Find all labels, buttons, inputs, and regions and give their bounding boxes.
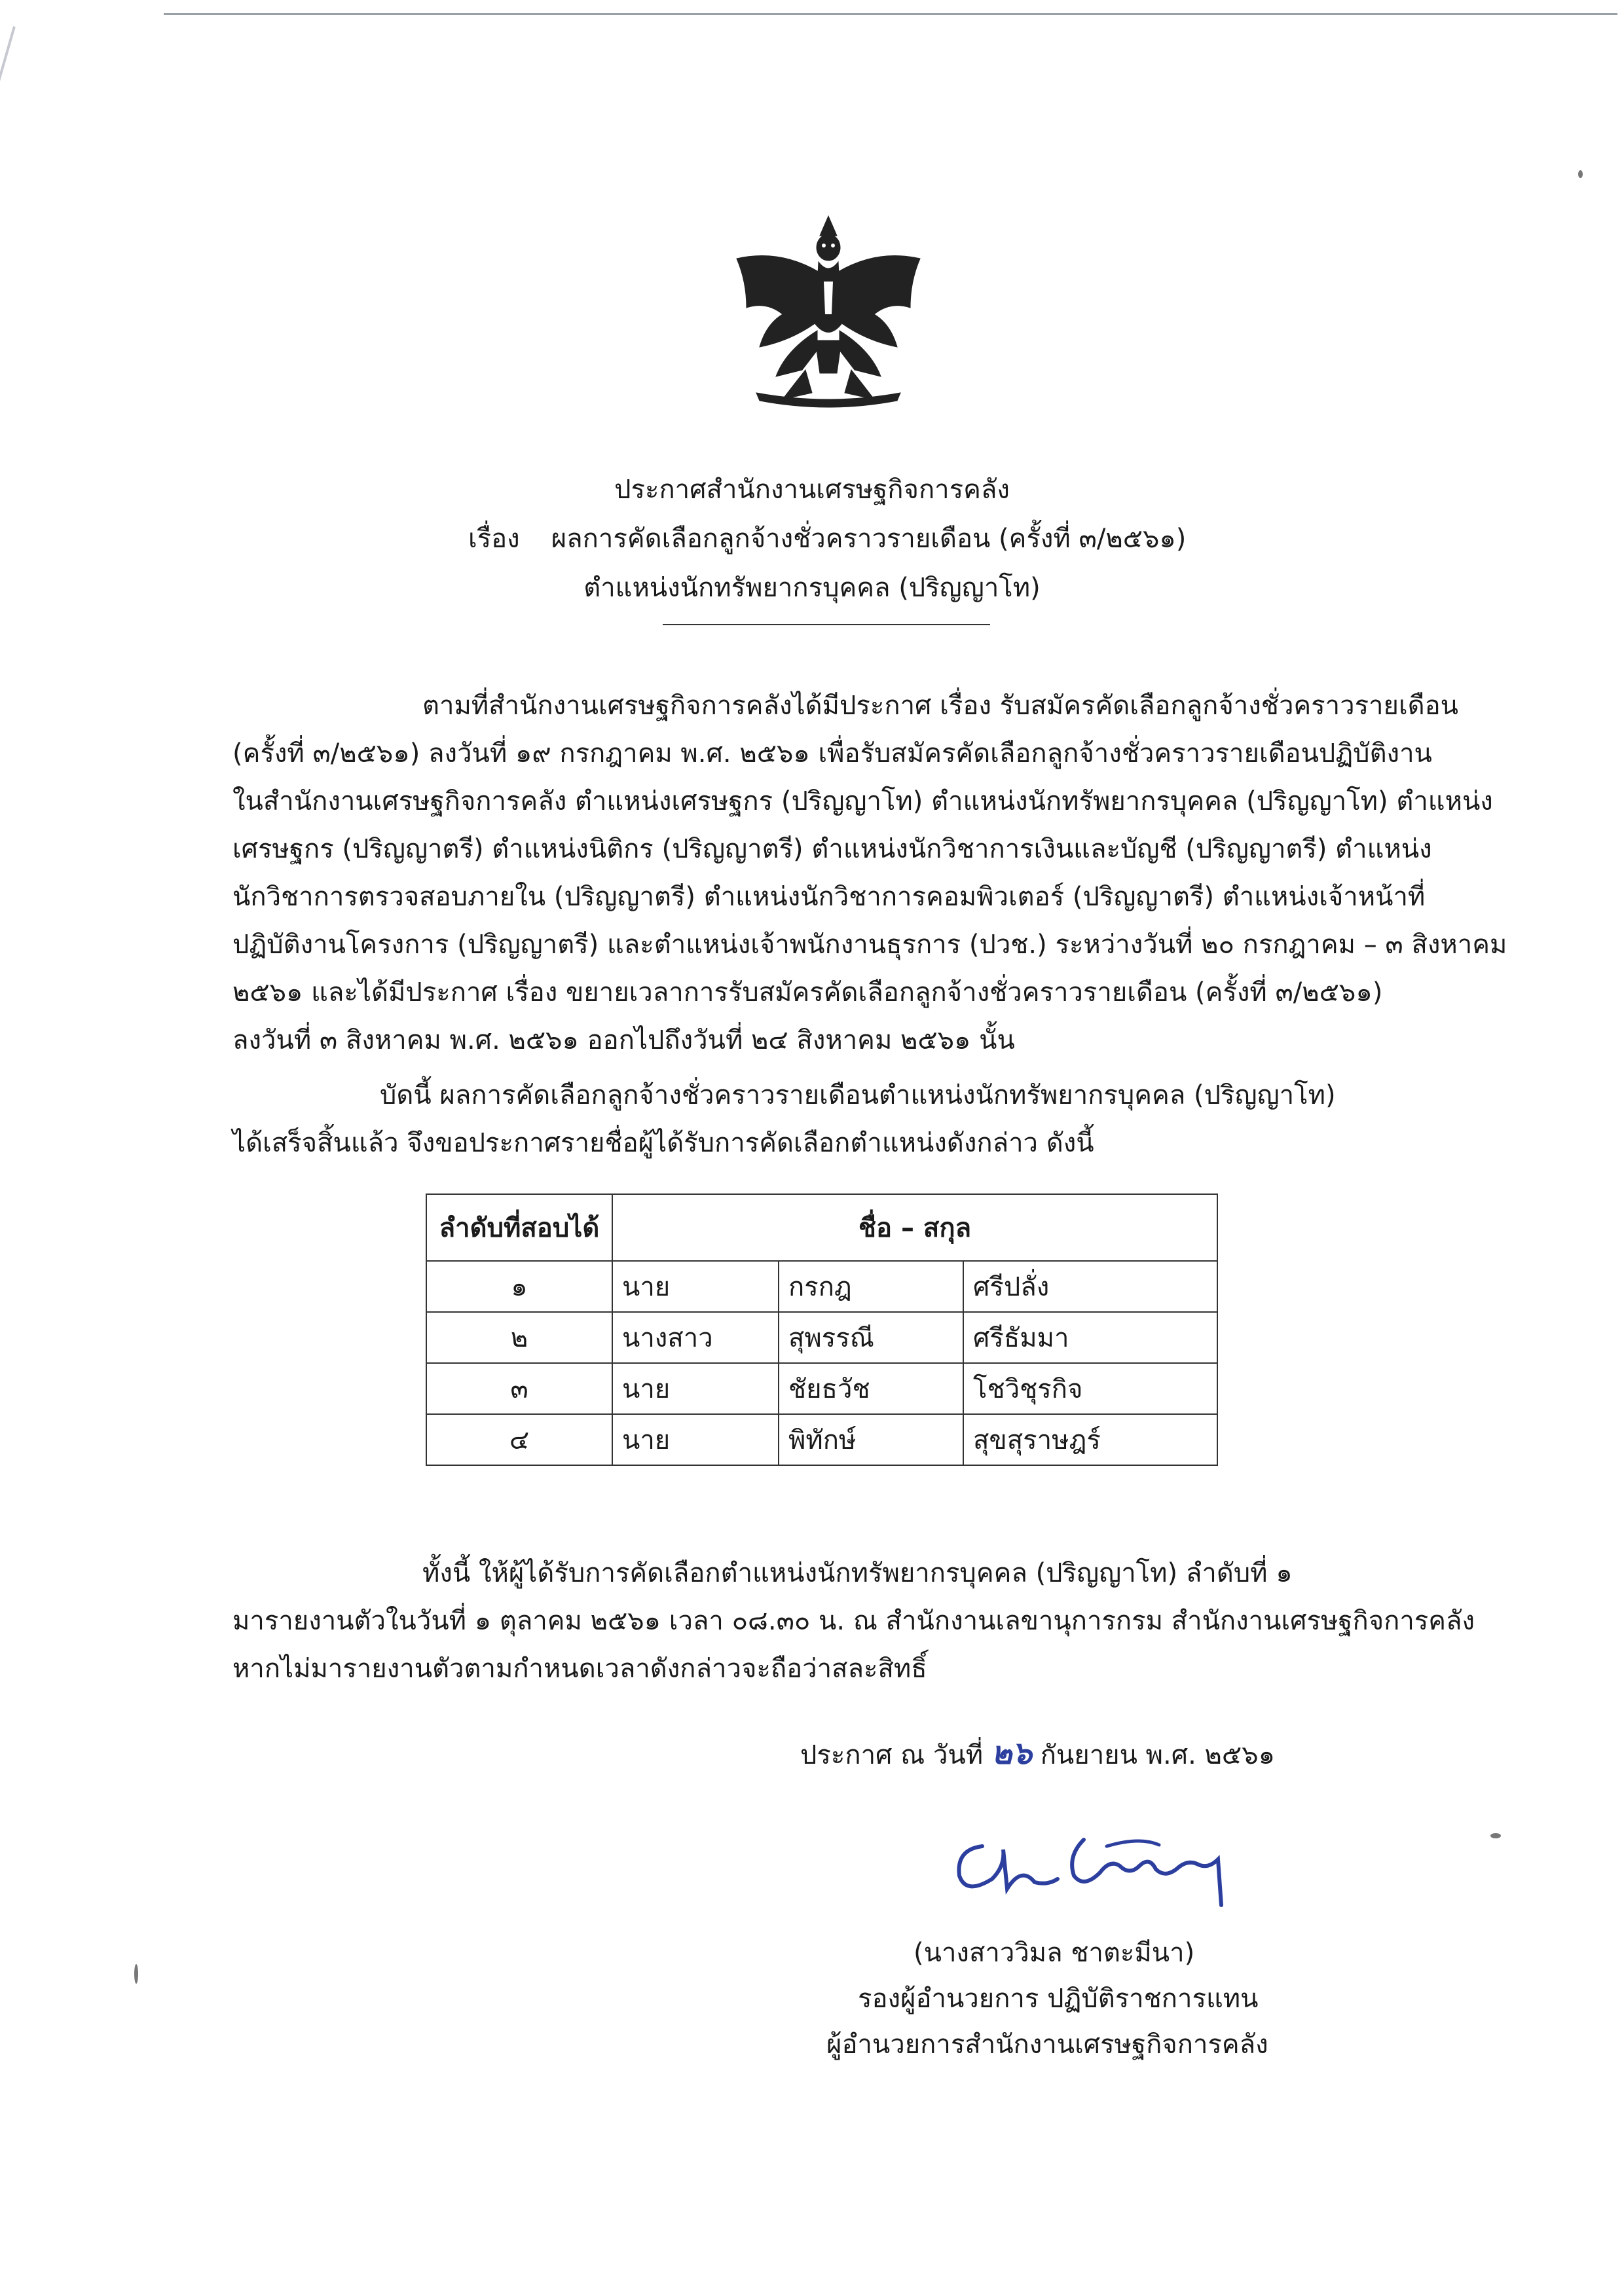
scan-speck xyxy=(1490,1833,1501,1838)
announcement-subject-line xyxy=(468,517,1186,559)
rank-cell: ๑ xyxy=(426,1261,612,1312)
first-name-cell: กรกฎ xyxy=(779,1261,963,1312)
scan-speck xyxy=(134,1964,138,1984)
title-cell: นางสาว xyxy=(612,1312,779,1363)
last-name-cell: ศรีปลั่ง xyxy=(963,1261,1217,1312)
table-header-row xyxy=(426,1194,1217,1261)
paragraph-line: ทั้งนี้ ให้ผู้ได้รับการคัดเลือกตำแหน่งนักทรัพยากรบุคคล (ปริญญาโท) ลำดับที่ ๑ xyxy=(422,1558,1293,1588)
last-name-cell: สุขสุราษฎร์ xyxy=(963,1414,1217,1465)
scan-speck xyxy=(1578,170,1583,178)
position-title: ตำแหน่งนักทรัพยากรบุคคล (ปริญญาโท) xyxy=(583,573,1041,603)
rank-cell: ๓ xyxy=(426,1363,612,1414)
selection-results-table xyxy=(426,1194,1218,1466)
signature-icon xyxy=(943,1820,1244,1918)
date-prefix: ประกาศ ณ วันที่ xyxy=(800,1740,984,1770)
paragraph-line: ตามที่สำนักงานเศรษฐกิจการคลังได้มีประกาศ เรื่อง รับสมัครคัดเลือกลูกจ้างชั่วคราวรายเดือน xyxy=(422,691,1458,721)
subject-text: ผลการคัดเลือกลูกจ้างชั่วคราวรายเดือน (ครั้งที่ ๓/๒๕๖๑) xyxy=(551,524,1187,554)
table-row xyxy=(426,1312,1217,1363)
title-cell: นาย xyxy=(612,1261,779,1312)
first-name-cell: พิทักษ์ xyxy=(779,1414,963,1465)
garuda-emblem-icon xyxy=(720,210,936,426)
signatory-position-2: ผู้อำนวยการสำนักงานเศรษฐกิจการคลัง xyxy=(826,2030,1268,2060)
date-day-handwritten: ๒๖ xyxy=(991,1735,1032,1772)
announcement-title: ประกาศสำนักงานเศรษฐกิจการคลัง xyxy=(614,475,1010,505)
signatory-position-1: รองผู้อำนวยการ ปฏิบัติราชการแทน xyxy=(858,1984,1259,2014)
title-cell: นาย xyxy=(612,1414,779,1465)
rank-cell: ๒ xyxy=(426,1312,612,1363)
rank-column-header: ลำดับที่สอบได้ xyxy=(426,1194,612,1261)
paragraph-line: มารายงานตัวในวันที่ ๑ ตุลาคม ๒๕๖๑ เวลา ๐๘.๓๐ น. ณ สำนักงานเลขานุการกรม สำนักงานเศรษฐกิจการคลัง xyxy=(232,1606,1475,1636)
date-suffix: กันยายน พ.ศ. ๒๕๖๑ xyxy=(1040,1740,1275,1770)
paragraph-line: ปฏิบัติงานโครงการ (ปริญญาตรี) และตำแหน่งเจ้าพนักงานธุรการ (ปวช.) ระหว่างวันที่ ๒๐ กรกฎาคม – ๓ สิงหาคม xyxy=(232,930,1507,960)
scan-edge-top xyxy=(164,13,1617,15)
paragraph-line: บัดนี้ ผลการคัดเลือกลูกจ้างชั่วคราวรายเดือนตำแหน่งนักทรัพยากรบุคคล (ปริญญาโท) xyxy=(380,1080,1336,1110)
paragraph-line: หากไม่มารายงานตัวตามกำหนดเวลาดังกล่าวจะถือว่าสละสิทธิ์ xyxy=(232,1654,927,1684)
last-name-cell: โชวิชุรกิจ xyxy=(963,1363,1217,1414)
subject-label: เรื่อง xyxy=(468,524,520,554)
scan-edge-diagonal xyxy=(0,26,16,379)
paragraph-line: ในสำนักงานเศรษฐกิจการคลัง ตำแหน่งเศรษฐกร (ปริญญาโท) ตำแหน่งนักทรัพยากรบุคคล (ปริญญาโท) ตำแหน่ง xyxy=(232,786,1493,816)
announcement-date xyxy=(800,1728,1275,1778)
title-cell: นาย xyxy=(612,1363,779,1414)
paragraph-line: (ครั้งที่ ๓/๒๕๖๑) ลงวันที่ ๑๙ กรกฎาคม พ.ศ. ๒๕๖๑ เพื่อรับสมัครคัดเลือกลูกจ้างชั่วคราวรายเดือนปฏิบัติงาน xyxy=(232,738,1432,769)
first-name-cell: สุพรรณี xyxy=(779,1312,963,1363)
table-row xyxy=(426,1261,1217,1312)
paragraph-line: นักวิชาการตรวจสอบภายใน (ปริญญาตรี) ตำแหน่งนักวิชาการคอมพิวเตอร์ (ปริญญาตรี) ตำแหน่งเจ้าหน้าที่ xyxy=(232,882,1426,912)
paragraph-line: ได้เสร็จสิ้นแล้ว จึงขอประกาศรายชื่อผู้ได้รับการคัดเลือกตำแหน่งดังกล่าว ดังนี้ xyxy=(232,1128,1094,1158)
paragraph-line: เศรษฐกร (ปริญญาตรี) ตำแหน่งนิติกร (ปริญญาตรี) ตำแหน่งนักวิชาการเงินและบัญชี (ปริญญาตรี) ตำแหน่ง xyxy=(232,834,1432,864)
heading-underline xyxy=(663,624,990,625)
paragraph-line: ๒๕๖๑ และได้มีประกาศ เรื่อง ขยายเวลาการรับสมัครคัดเลือกลูกจ้างชั่วคราวรายเดือน (ครั้งที่ ๓/๒๕๖๑) xyxy=(232,977,1383,1008)
table-row xyxy=(426,1363,1217,1414)
rank-cell: ๔ xyxy=(426,1414,612,1465)
first-name-cell: ชัยธวัช xyxy=(779,1363,963,1414)
table-row xyxy=(426,1414,1217,1465)
name-column-header: ชื่อ – สกุล xyxy=(612,1194,1217,1261)
last-name-cell: ศรีธัมมา xyxy=(963,1312,1217,1363)
paragraph-line: ลงวันที่ ๓ สิงหาคม พ.ศ. ๒๕๖๑ ออกไปถึงวันที่ ๒๔ สิงหาคม ๒๕๖๑ นั้น xyxy=(232,1025,1015,1055)
signatory-name: (นางสาววิมล ชาตะมีนา) xyxy=(913,1938,1195,1968)
